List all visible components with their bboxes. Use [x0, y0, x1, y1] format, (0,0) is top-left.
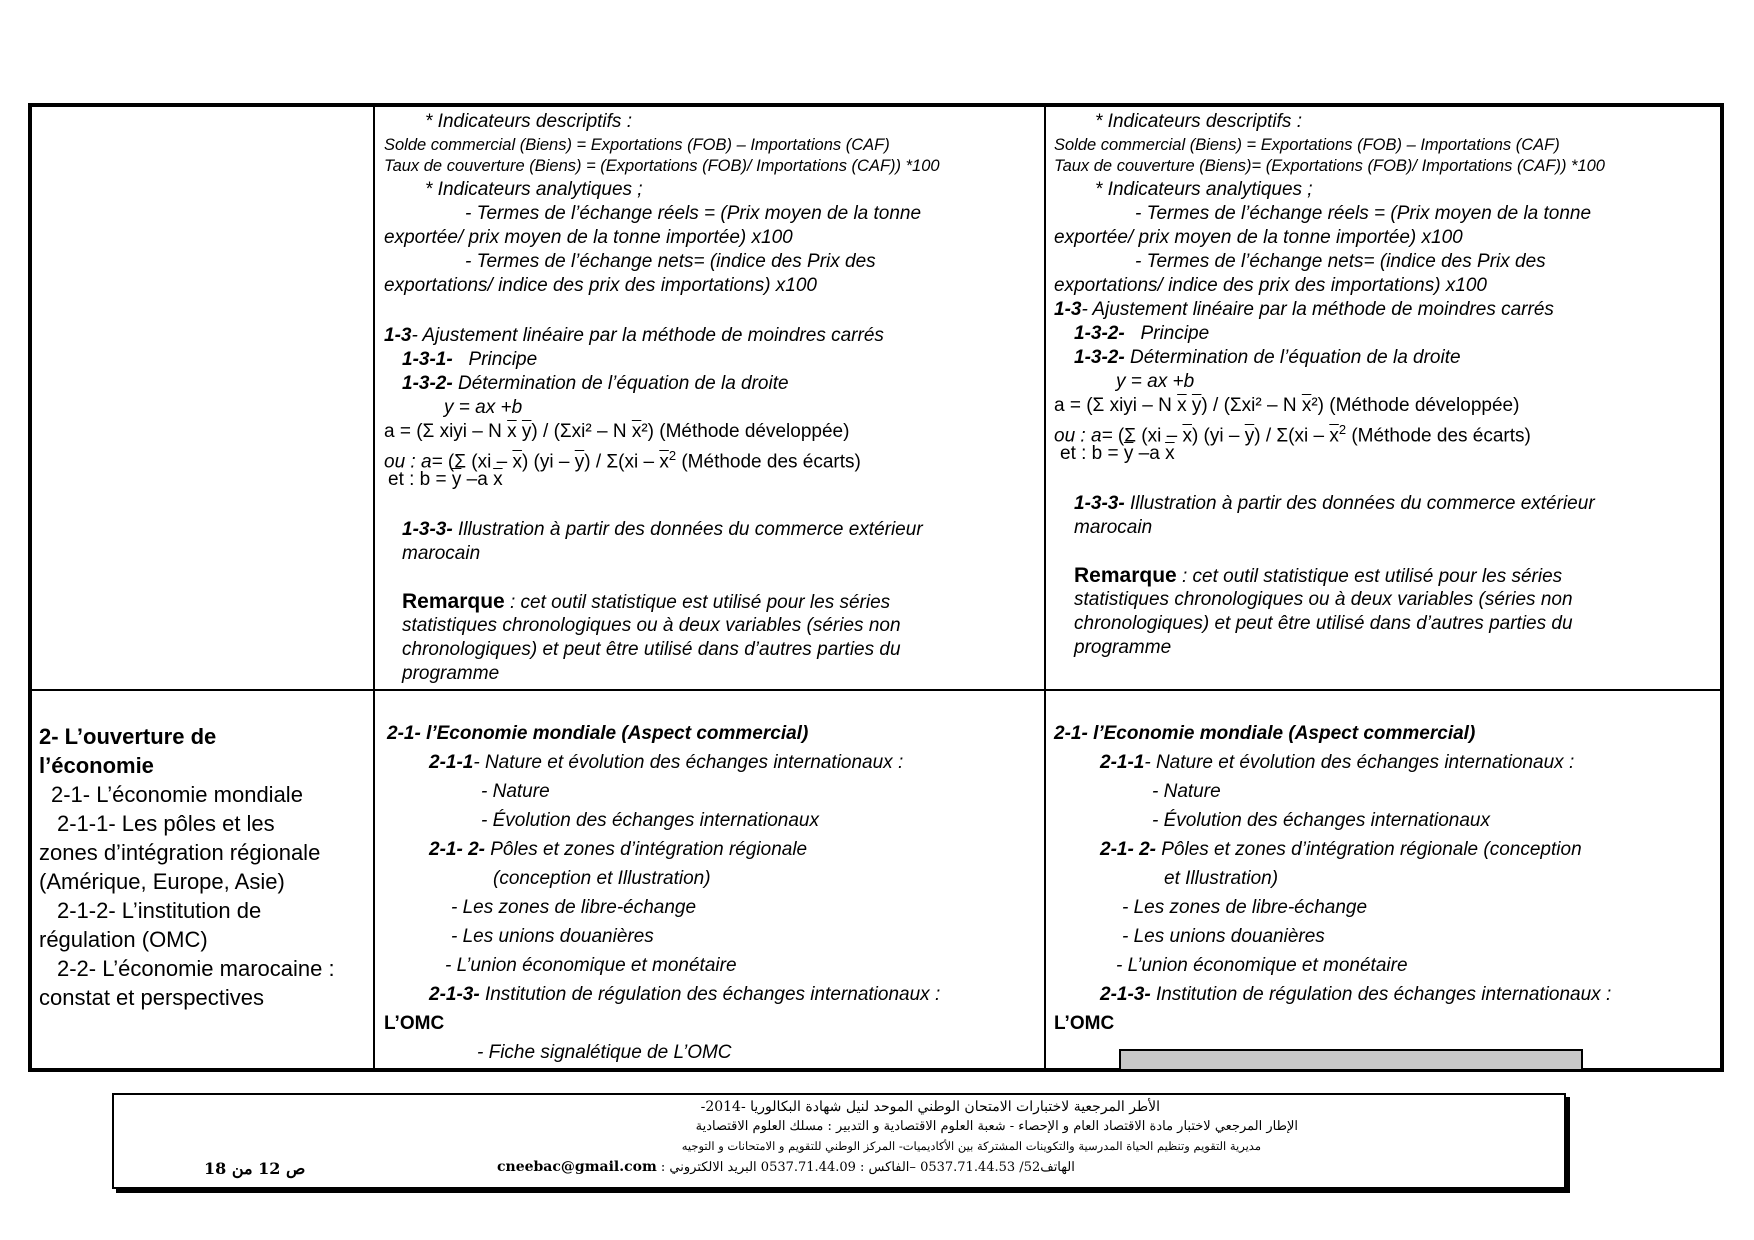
- item-union-economique: - L’union économique et monétaire: [1116, 955, 1408, 976]
- equation: y = ax +b: [1116, 371, 1195, 392]
- section-1-3-title: - Ajustement linéaire par la méthode de moindres carrés: [1081, 299, 1554, 320]
- formula-dev-mid: ) / (Σxi² – N: [531, 421, 632, 442]
- termes-nets-2: exportations/ indice des prix des importations) x100: [384, 275, 818, 296]
- y-bar: $\overline{y}$: [1191, 395, 1202, 416]
- y-bar: $\overline{y}$: [521, 421, 532, 442]
- page-footer: [112, 1093, 1566, 1189]
- formula-dev-post: ) (Méthode développée): [1317, 395, 1520, 416]
- formula-ecarts-post: (Méthode des écarts): [676, 451, 861, 473]
- row2-col3-cell: [32, 689, 1728, 1072]
- section-1-3-3-cont: marocain: [1074, 517, 1153, 538]
- indicateurs-descriptifs: * Indicateurs descriptifs :: [425, 111, 632, 132]
- row1-col3-cell: [32, 107, 1728, 689]
- termes-nets-2: exportations/ indice des prix des importations) x100: [1054, 275, 1488, 296]
- indicateurs-analytiques: * Indicateurs analytiques ;: [1095, 179, 1313, 200]
- page-number: ص 12 من 18: [204, 1159, 306, 1178]
- squared: ²: [1311, 395, 1318, 416]
- section-2-1-2-num: 2-1- 2-: [429, 839, 485, 860]
- section-2-1-1-num: 2-1-1: [1100, 752, 1145, 773]
- footer-line-1: الأطر المرجعية لاختبارات الامتحان الوطني الموحد لنيل شهادة البكالوريا -2014-: [700, 1099, 1160, 1115]
- section-1-3-title: - Ajustement linéaire par la méthode de moindres carrés: [411, 325, 884, 346]
- section-1-3-2a: [1074, 323, 1209, 345]
- remarque-text: : cet outil statistique est utilisé pour les séries: [1176, 566, 1563, 587]
- item-union-economique: - L’union économique et monétaire: [445, 955, 737, 976]
- section-2-1-3-title: Institution de régulation des échanges internationaux :: [1150, 984, 1612, 1005]
- termes-reels-2: exportée/ prix moyen de la tonne importée) x100: [1054, 227, 1463, 248]
- section-1-3-3-num: 1-3-3-: [1074, 493, 1125, 514]
- formula-dev-mid: ) / (Σxi² – N: [1201, 395, 1302, 416]
- item-evolution: - Évolution des échanges internationaux: [481, 810, 820, 831]
- section-1-3: [1054, 299, 1554, 321]
- section-2-title-cont: l’économie: [39, 753, 154, 778]
- item-libre-echange: - Les zones de libre-échange: [451, 897, 697, 918]
- section-1-3-2a-num: 1-3-2-: [1074, 323, 1125, 344]
- section-2-1-3-num: 2-1-3-: [429, 984, 480, 1005]
- section-1-3-2-num: 1-3-2-: [1074, 347, 1125, 368]
- section-1-3-3-title: Illustration à partir des données du commerce extérieur: [452, 519, 923, 540]
- squared: ²: [641, 421, 648, 442]
- ou-label: ou : a=: [1054, 425, 1118, 447]
- remarque-label: Remarque: [402, 590, 505, 613]
- formula-developpee: [1054, 395, 1519, 417]
- section-1-3-2-num: 1-3-2-: [402, 373, 453, 394]
- section-1-3-3-cont: marocain: [402, 543, 481, 564]
- footer-line-3: مديرية التقويم وتنظيم الحياة المدرسية والتكوينات المشتركة بين الأكاديميات- المركز الوطني للتقويم و الامتحانات و التوجيه: [681, 1139, 1261, 1153]
- topic-2-1-1-regions: (Amérique, Europe, Asie): [39, 869, 285, 894]
- formula-ecarts-mid: ) (yi –: [1191, 425, 1245, 447]
- topic-2-1-2: 2-1-2- L’institution de: [57, 898, 262, 923]
- section-2-1-2-cont: (conception et Illustration): [493, 868, 711, 889]
- termes-reels-1: - Termes de l’échange réels = (Prix moyen de la tonne: [1135, 203, 1592, 224]
- topic-2-1-1: 2-1-1- Les pôles et les: [57, 811, 275, 836]
- formula-ecarts-mid: ) (yi –: [521, 451, 575, 473]
- omc-label: L’OMC: [1054, 1013, 1115, 1034]
- formula-b-pre: et : b =: [388, 469, 452, 490]
- item-libre-echange: - Les zones de libre-échange: [1122, 897, 1368, 918]
- x-bar: $\overline{x}$: [1301, 395, 1312, 416]
- section-1-3-3-num: 1-3-3-: [402, 519, 453, 540]
- section-2-1-1: [1100, 752, 1574, 774]
- formula-b-mid: –a: [1133, 443, 1166, 464]
- section-2-1-2-num: 2-1- 2-: [1100, 839, 1156, 860]
- remarque-2: statistiques chronologiques ou à deux variables (séries non: [1074, 589, 1573, 610]
- x-bar: $\overline{x}$: [493, 469, 503, 490]
- y-bar: $\overline{y}$: [451, 469, 462, 490]
- x-bar: $\overline{x}$: [507, 421, 517, 442]
- x-bar: $\overline{x}$: [1182, 425, 1192, 447]
- item-unions-douanieres: - Les unions douanières: [1122, 926, 1325, 947]
- section-2-1-3-num: 2-1-3-: [1100, 984, 1151, 1005]
- remarque-text: : cet outil statistique est utilisé pour les séries: [504, 592, 891, 613]
- section-2-1-3: [1100, 984, 1611, 1006]
- formula-ecarts-mid2: ) / Σ(xi –: [1254, 425, 1330, 447]
- item-fiche-omc: - Fiche signalétique de L’OMC: [477, 1042, 732, 1063]
- x-bar: $\overline{x}$: [659, 451, 669, 473]
- item-nature: - Nature: [481, 781, 550, 802]
- item-nature: - Nature: [1152, 781, 1221, 802]
- section-2-1-2-title: Pôles et zones d’intégration régionale (conception: [1155, 839, 1582, 860]
- formula-dev-pre: a = (Σ xiyi – N: [1054, 395, 1178, 416]
- footer-line-2: الإطار المرجعي لاختبار مادة الاقتصاد العام و الإحصاء - شعبة العلوم الاقتصادية و التدبير : مسلك العلوم الاقتصادية: [695, 1119, 1298, 1134]
- formula-dev-pre: a = (Σ xiyi – N: [384, 421, 508, 442]
- topic-2-1-1-cont: zones d’intégration régionale: [39, 840, 321, 865]
- remarque-2: statistiques chronologiques ou à deux variables (séries non: [402, 615, 901, 636]
- solde-commercial: Solde commercial (Biens) = Exportations (FOB) – Importations (CAF): [1054, 136, 1560, 154]
- item-evolution: - Évolution des échanges internationaux: [1152, 810, 1491, 831]
- remarque-4: programme: [402, 663, 500, 684]
- section-1-3-1-num: 1-3-1-: [402, 349, 453, 370]
- section-1-3-1-title: Principe: [468, 349, 538, 370]
- item-unions-douanieres: - Les unions douanières: [451, 926, 654, 947]
- section-1-3-3-title: Illustration à partir des données du commerce extérieur: [1124, 493, 1595, 514]
- formula-b: [1060, 443, 1175, 465]
- topic-2-2-cont: constat et perspectives: [39, 985, 265, 1010]
- termes-nets-1: - Termes de l’échange nets= (indice des Prix des: [465, 251, 876, 272]
- solde-commercial: Solde commercial (Biens) = Exportations (FOB) – Importations (CAF): [384, 136, 890, 154]
- remarque-3: chronologiques) et peut être utilisé dans d’autres parties du: [1074, 613, 1573, 634]
- termes-reels-1: - Termes de l’échange réels = (Prix moyen de la tonne: [465, 203, 922, 224]
- indicateurs-analytiques: * Indicateurs analytiques ;: [425, 179, 643, 200]
- exponent: 2: [668, 448, 677, 463]
- y-bar: $\overline{y}$: [1123, 443, 1134, 464]
- topic-2-2: 2-2- L’économie marocaine :: [57, 956, 335, 981]
- taux-couverture: Taux de couverture (Biens)= (Exportations (FOB)/ Importations (CAF)) *100: [1054, 157, 1605, 175]
- footer-contact-ar: الهاتف52/ 0537.71.44.53 –الفاكس : 0537.71.44.09 البريد الالكتروني :: [660, 1160, 1075, 1175]
- remarque-3: chronologiques) et peut être utilisé dans d’autres parties du: [402, 639, 901, 660]
- x-bar: $\overline{x}$: [1329, 425, 1339, 447]
- indicateurs-descriptifs: * Indicateurs descriptifs :: [1095, 111, 1302, 132]
- formula-ecarts-post: (Méthode des écarts): [1346, 425, 1531, 447]
- x-bar: $\overline{x}$: [512, 451, 522, 473]
- section-2-1-heading: 2-1- l’Economie mondiale (Aspect commercial): [1054, 723, 1476, 744]
- y-bar: $\overline{y}$: [1244, 425, 1255, 447]
- x-bar: $\overline{x}$: [631, 421, 642, 442]
- gray-bar: [1119, 1049, 1583, 1071]
- section-1-3-2: [1074, 347, 1461, 369]
- formula-b-mid: –a: [461, 469, 494, 490]
- section-2-1-1-title: - Nature et évolution des échanges internationaux :: [1144, 752, 1575, 773]
- formula-ecarts-mid2: ) / Σ(xi –: [584, 451, 660, 473]
- section-2-1-2-title: Pôles et zones d’intégration régionale: [484, 839, 808, 860]
- topic-2-1-2-cont: régulation (OMC): [39, 927, 208, 952]
- termes-reels-2: exportée/ prix moyen de la tonne importée) x100: [384, 227, 793, 248]
- remarque: [1074, 565, 1562, 588]
- formula-ecarts-pre: (Σ (xi –: [1117, 425, 1183, 447]
- formula-b-pre: et : b =: [1060, 443, 1124, 464]
- termes-nets-1: - Termes de l’échange nets= (indice des Prix des: [1135, 251, 1546, 272]
- taux-couverture: Taux de couverture (Biens) = (Exportations (FOB)/ Importations (CAF)) *100: [384, 157, 940, 175]
- remarque-4: programme: [1074, 637, 1172, 658]
- x-bar: $\overline{x}$: [1177, 395, 1187, 416]
- section-1-3-2-title: Détermination de l’équation de la droite: [1124, 347, 1461, 368]
- footer-contact: [497, 1159, 1075, 1175]
- y-bar: $\overline{y}$: [574, 451, 585, 473]
- remarque-label: Remarque: [1074, 564, 1177, 587]
- section-2-1-1-num: 2-1-1: [429, 752, 474, 773]
- section-1-3-2-title: Détermination de l’équation de la droite: [452, 373, 789, 394]
- section-1-3-2a-title: Principe: [1140, 323, 1210, 344]
- section-2-title: 2- L’ouverture de: [39, 724, 217, 749]
- formula-ecarts-pre: (Σ (xi –: [447, 451, 513, 473]
- omc-label: L’OMC: [384, 1013, 445, 1034]
- section-2-1-heading: 2-1- l’Economie mondiale (Aspect commercial): [387, 723, 809, 744]
- curriculum-table: [28, 103, 1724, 1072]
- section-1-3-3: [1074, 493, 1595, 515]
- section-2-1-2-cont: et Illustration): [1164, 868, 1279, 889]
- section-2-1-1-title: - Nature et évolution des échanges internationaux :: [473, 752, 904, 773]
- equation: y = ax +b: [444, 397, 523, 418]
- topic-2-1: 2-1- L’économie mondiale: [51, 782, 303, 807]
- x-bar: $\overline{x}$: [1165, 443, 1175, 464]
- section-1-3-num: 1-3: [1054, 299, 1082, 320]
- footer-email: cneebac@gmail.com: [497, 1159, 657, 1175]
- ou-label: ou : a=: [384, 451, 448, 473]
- formula-dev-post: ) (Méthode développée): [647, 421, 850, 442]
- section-1-3-num: 1-3: [384, 325, 412, 346]
- exponent: 2: [1338, 422, 1347, 437]
- section-2-1-3-title: Institution de régulation des échanges internationaux :: [479, 984, 941, 1005]
- section-2-1-2: [1100, 839, 1582, 861]
